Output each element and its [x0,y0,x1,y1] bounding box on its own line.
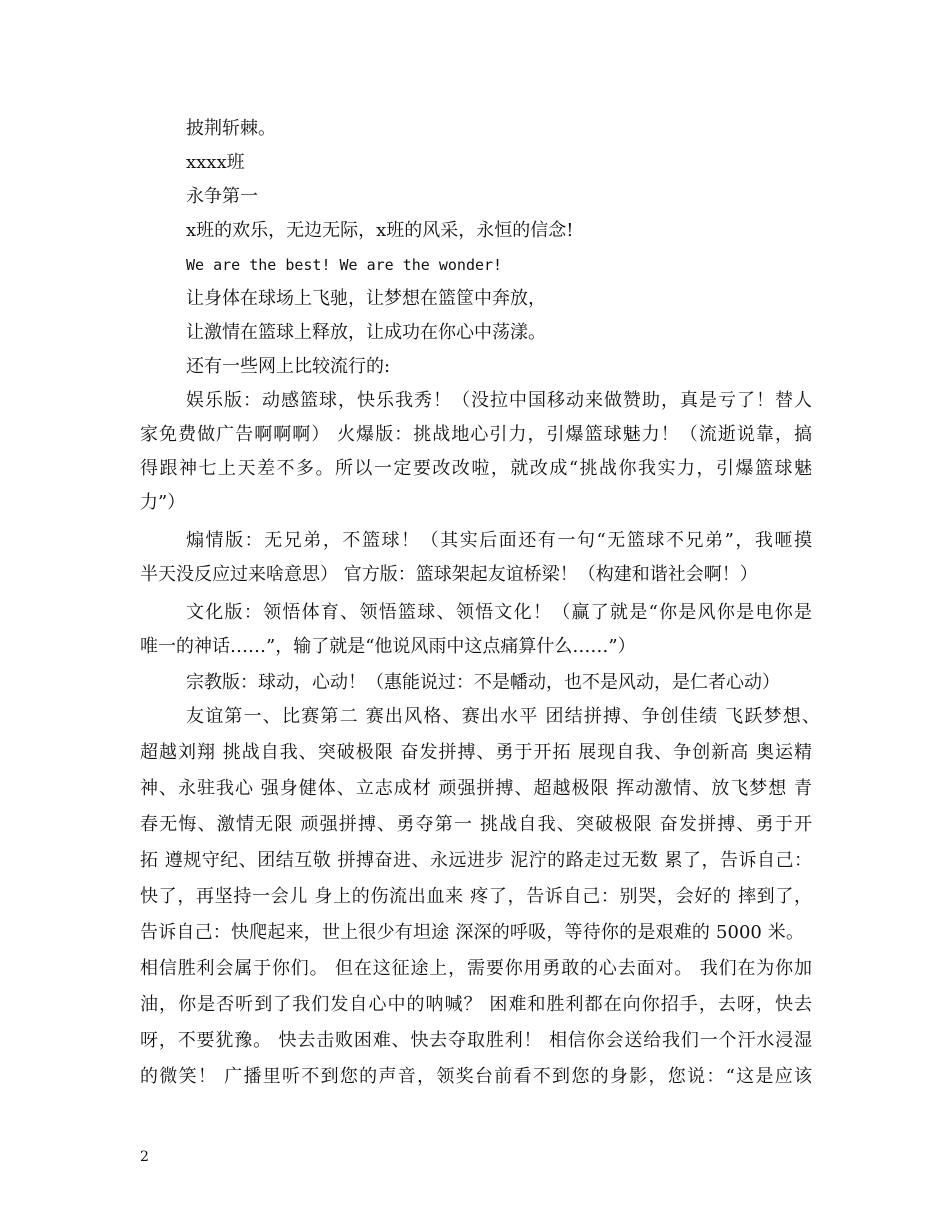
text-line-6: 让身体在球场上飞驰，让梦想在篮筐中奔放， [186,288,546,309]
text-line-21: 春无悔、激情无限 顽强拼搏、勇夺第一 挑战自我、突破极限 奋发拼搏、勇于开 [140,814,812,835]
text-line-20: 神、永驻我心 强身健体、立志成材 顽强拼搏、超越极限 挥动激情、放飞梦想 青 [140,778,812,799]
text-line-22: 拓 遵规守纪、团结互敬 拼搏奋进、永远进步 泥泞的路走过无数 累了，告诉自己： [140,850,812,871]
text-line-15: 文化版：领悟体育、领悟篮球、领悟文化！（赢了就是“你是风你是电你是 [186,602,812,623]
text-line-18: 友谊第一、比赛第二 赛出风格、赛出水平 团结拼搏、争创佳绩 飞跃梦想、 [186,706,820,727]
text-line-11: 得跟神七上天差不多。所以一定要改改啦，就改成“挑战你我实力，引爆篮球魅 [140,458,812,479]
text-line-19: 超越刘翔 挑战自我、突破极限 奋发拼搏、勇于开拓 展现自我、争创新高 奥运精 [140,742,812,763]
text-line-9: 娱乐版：动感篮球，快乐我秀！（没拉中国移动来做赞助，真是亏了！替人 [186,390,812,411]
text-line-12: 力”） [140,492,186,513]
text-line-3: 永争第一 [186,186,258,207]
text-line-24: 告诉自己：快爬起来，世上很少有坦途 深深的呼吸，等待你的是艰难的 5000 米。 [140,922,804,943]
text-line-7: 让激情在篮球上释放，让成功在你心中荡漾。 [186,322,546,343]
text-line-25: 相信胜利会属于你们。 但在这征途上，需要你用勇敢的心去面对。 我们在为你加 [140,958,812,979]
text-line-23: 快了，再坚持一会儿 身上的伤流出血来 疼了，告诉自己：别哭，会好的 摔到了， [140,886,812,907]
text-line-1: 披荆斩棘。 [186,118,276,139]
text-line-16: 唯一的神话……”，输了就是“他说风雨中这点痛算什么……”） [140,636,636,657]
text-line-28: 的微笑！ 广播里听不到您的声音，领奖台前看不到您的身影，您说：“这是应该 [140,1066,812,1087]
text-line-8: 还有一些网上比较流行的: [186,356,391,377]
text-line-4: x班的欢乐，无边无际，x班的风采，永恒的信念! [186,220,574,241]
text-line-5: We are the best! We are the wonder! [186,256,503,274]
text-line-10: 家免费做广告啊啊啊） 火爆版：挑战地心引力，引爆篮球魅力！（流逝说靠，搞 [140,424,812,445]
text-line-27: 呀，不要犹豫。 快去击败困难、快去夺取胜利！ 相信你会送给我们一个汗水浸湿 [140,1030,812,1051]
text-line-2: xxxx班 [186,152,245,173]
text-line-14: 半天没反应过来啥意思） 官方版：篮球架起友谊桥梁！（构建和谐社会啊！） [140,564,758,585]
text-line-13: 煽情版：无兄弟，不篮球！（其实后面还有一句“无篮球不兄弟”，我咂摸 [186,530,812,551]
page-number: 2 [140,1149,149,1165]
text-line-26: 油，你是否听到了我们发自心中的呐喊？ 困难和胜利都在向你招手，去呀，快去 [140,994,812,1015]
text-line-17: 宗教版：球动，心动！（惠能说过：不是幡动，也不是风动，是仁者心动） [186,672,780,693]
